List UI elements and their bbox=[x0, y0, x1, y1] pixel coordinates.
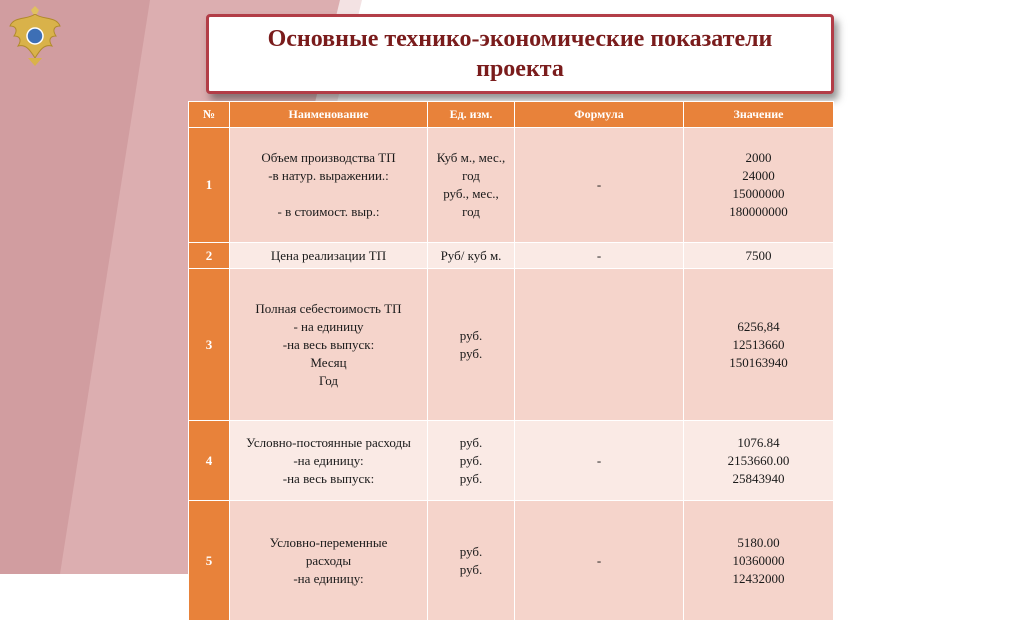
header-formula: Формула bbox=[515, 102, 684, 128]
row-name: Объем производства ТП -в натур. выражении.: - в стоимост. выр.: bbox=[230, 128, 428, 243]
row-number: 1 bbox=[189, 128, 230, 243]
row-number: 4 bbox=[189, 421, 230, 501]
row-formula bbox=[515, 269, 684, 421]
row-name: Условно-постоянные расходы -на единицу: -на весь выпуск: bbox=[230, 421, 428, 501]
table-header-row bbox=[189, 102, 834, 128]
row-name: Условно-переменные расходы -на единицу: bbox=[230, 501, 428, 621]
row-unit: Куб м., мес., год руб., мес., год bbox=[428, 128, 515, 243]
row-number: 3 bbox=[189, 269, 230, 421]
row-value: 2000 24000 15000000 180000000 bbox=[684, 128, 834, 243]
header-name: Наименование bbox=[230, 102, 428, 128]
title-box bbox=[206, 14, 834, 94]
row-formula: - bbox=[515, 501, 684, 621]
row-value: 7500 bbox=[684, 243, 834, 269]
row-unit: Руб/ куб м. bbox=[428, 243, 515, 269]
row-unit: руб. руб. bbox=[428, 269, 515, 421]
header-unit: Ед. изм. bbox=[428, 102, 515, 128]
indicators-table bbox=[188, 101, 834, 621]
table-row bbox=[189, 269, 834, 421]
table-row bbox=[189, 501, 834, 621]
header-value: Значение bbox=[684, 102, 834, 128]
row-value: 6256,84 12513660 150163940 bbox=[684, 269, 834, 421]
row-formula: - bbox=[515, 421, 684, 501]
row-formula: - bbox=[515, 243, 684, 269]
row-unit: руб. руб. bbox=[428, 501, 515, 621]
row-name: Цена реализации ТП bbox=[230, 243, 428, 269]
row-number: 2 bbox=[189, 243, 230, 269]
eagle-emblem-icon bbox=[6, 6, 64, 68]
table-row bbox=[189, 243, 834, 269]
row-value: 5180.00 10360000 12432000 bbox=[684, 501, 834, 621]
header-num: № bbox=[189, 102, 230, 128]
page-title: Основные технико-экономические показатели проекта bbox=[267, 26, 773, 82]
table-row bbox=[189, 421, 834, 501]
row-unit: руб. руб. руб. bbox=[428, 421, 515, 501]
row-name: Полная себестоимость ТП - на единицу -на весь выпуск: Месяц Год bbox=[230, 269, 428, 421]
row-formula: - bbox=[515, 128, 684, 243]
row-value: 1076.84 2153660.00 25843940 bbox=[684, 421, 834, 501]
row-number: 5 bbox=[189, 501, 230, 621]
table-row bbox=[189, 128, 834, 243]
